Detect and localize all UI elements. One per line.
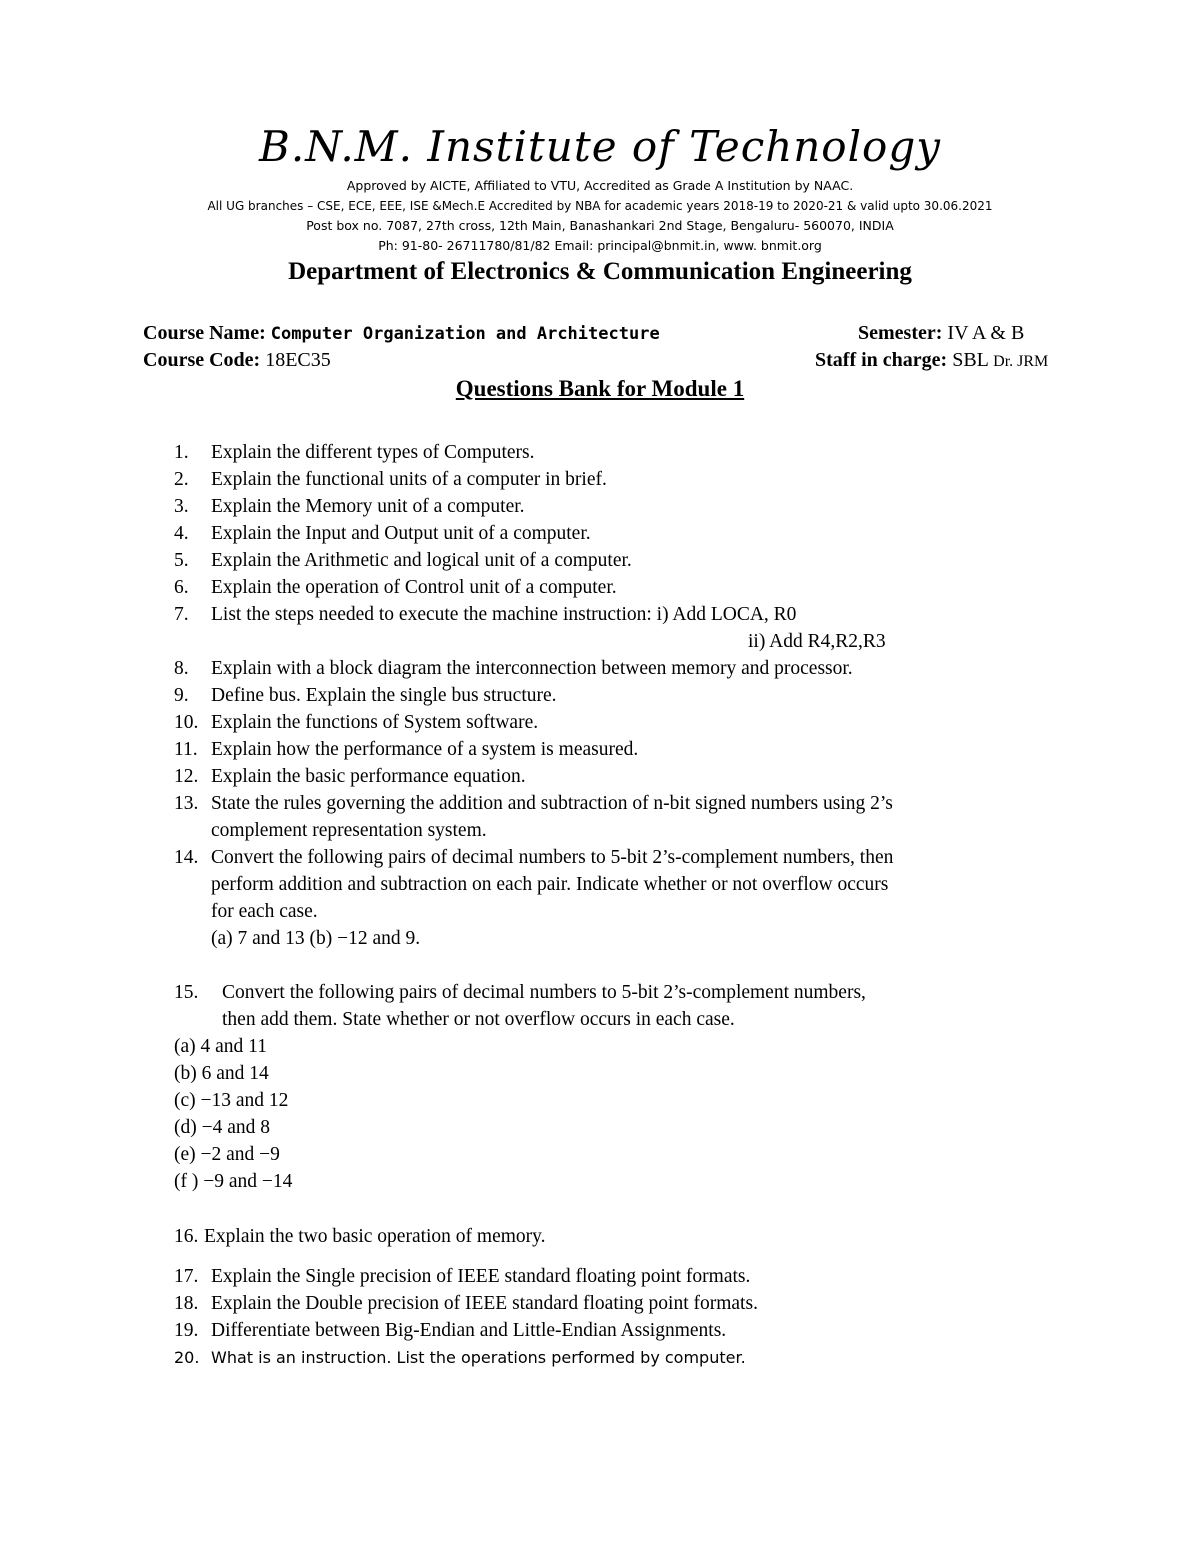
question-bank-title: Questions Bank for Module 1 — [455, 376, 745, 401]
institute-name: B.N.M. Institute of Technology — [259, 122, 941, 171]
question-continuation: perform addition and subtraction on each pair. Indicate whether or not overflow occurs — [211, 874, 889, 895]
subpart-item: (d) −4 and 8 — [174, 1117, 271, 1138]
address-line: Post box no. 7087, 27th cross, 12th Main, Banashankari 2nd Stage, Bengaluru- 560070, INDIA — [306, 218, 894, 233]
staff-label: Staff in charge: — [815, 349, 948, 371]
question-continuation: for each case. — [211, 901, 318, 922]
nba-line: All UG branches – CSE, ECE, EEE, ISE &Mech.E Accredited by NBA for academic years 2018-19 to 2020-21 & valid upto 30.06.2021 — [207, 199, 993, 213]
document-page: B.N.M. Institute of Technology Approved by AICTE, Affiliated to VTU, Accredited as Grade A Institution by NAAC. All UG branches – CSE, ECE, EEE, ISE &Mech.E Accredited by NBA for academic years 2018-19 to 2020-21 & valid upto 30.06.2021 Post box no. 7087, 27th cross, 12th Main, Banashankari 2nd Stage, Bengaluru- 560070, INDIA Ph: 91-80- 26711780/81/82 Email: principal@bnmit.in, www. bnmit.org Department of Electronics & Communication Engineering Course Name: Computer Organization and Architecture Semester: IV A & B Course Code: 18EC35 Staff in charge: SBL Dr. JRM Questions Bank for Module 1 1. Explain the different types of Computers. 2. Explain the functional units of a computer in brief. 3. Explain the Memory unit of a computer. 4. Explain the Input and Output unit of a computer. 5. Explain the Arithmetic and logical unit of a computer. 6. Explain the operation of Control unit of a computer. 7. List the steps needed to execute the machine instruction: i) Add LOCA, R0 ii) Add R4,R2,R3 8. Explain with a block diagram the interconnection between memory and processor. 9. Define bus. Explain the single bus structure. 10. Explain the functions of System software. 11. Explain how the performance of a system is measured. 12. Explain the basic performance equation. 13. State the rules governing the addition and subtraction of n-bit signed numbers using 2’s complement representation system. 14. Convert the following pairs of decimal numbers to 5-bit 2’s-complement numbers, then perform addition and subtraction on each pair. Indicate whether or not overflow occurs for each case. (a) 7 and 13 (b) −12 and 9. 15. Convert the following pairs of decimal numbers to 5-bit 2’s-complement numbers, then add them. State whether or not overflow occurs in each case. (a) 4 and 11 (b) 6 and 14 (c) −13 and 12 (d) −4 and 8 (e) −2 and −9 (f ) −9 and −14 16. Explain the two basic operation of memory. 17. Explain the Single precision of IEEE standard floating point formats. 18. Explain the Double precision of IEEE standard floating point formats. 19. Differentiate between Big-Endian and Little-Endian Assignments. 20. What is an instruction. List the operations performed by computer. — [0, 0, 1200, 1553]
department-title: Department of Electronics & Communication Engineering — [288, 258, 912, 285]
question-continuation: then add them. State whether or not overflow occurs in each case. — [222, 1009, 735, 1030]
course-code — [143, 347, 331, 373]
semester-value: IV A & B — [947, 322, 1025, 344]
course-name-value: Computer Organization and Architecture — [270, 324, 660, 344]
subpart-item: (b) 6 and 14 — [174, 1063, 269, 1084]
staff-in-charge — [815, 347, 1048, 375]
course-name — [143, 320, 660, 347]
semester-label: Semester: — [858, 322, 943, 344]
question-subparts: (a) 7 and 13 (b) −12 and 9. — [211, 928, 421, 949]
subpart-item: (a) 4 and 11 — [174, 1036, 267, 1057]
subpart-item: (f ) −9 and −14 — [174, 1171, 293, 1192]
subpart-item: (c) −13 and 12 — [174, 1090, 289, 1111]
accreditation-line: Approved by AICTE, Affiliated to VTU, Accredited as Grade A Institution by NAAC. — [346, 178, 854, 193]
semester — [858, 320, 1024, 346]
course-name-label: Course Name: — [143, 322, 266, 344]
staff-value-2: Dr. JRM — [993, 353, 1049, 370]
subpart-item: (e) −2 and −9 — [174, 1144, 280, 1165]
course-code-label: Course Code: — [143, 349, 261, 371]
contact-line: Ph: 91-80- 26711780/81/82 Email: principal@bnmit.in, www. bnmit.org — [378, 238, 822, 253]
question-continuation: complement representation system. — [211, 820, 487, 841]
staff-value: SBL — [952, 349, 989, 371]
course-code-value: 18EC35 — [265, 349, 331, 371]
question-continuation: ii) Add R4,R2,R3 — [748, 631, 886, 652]
